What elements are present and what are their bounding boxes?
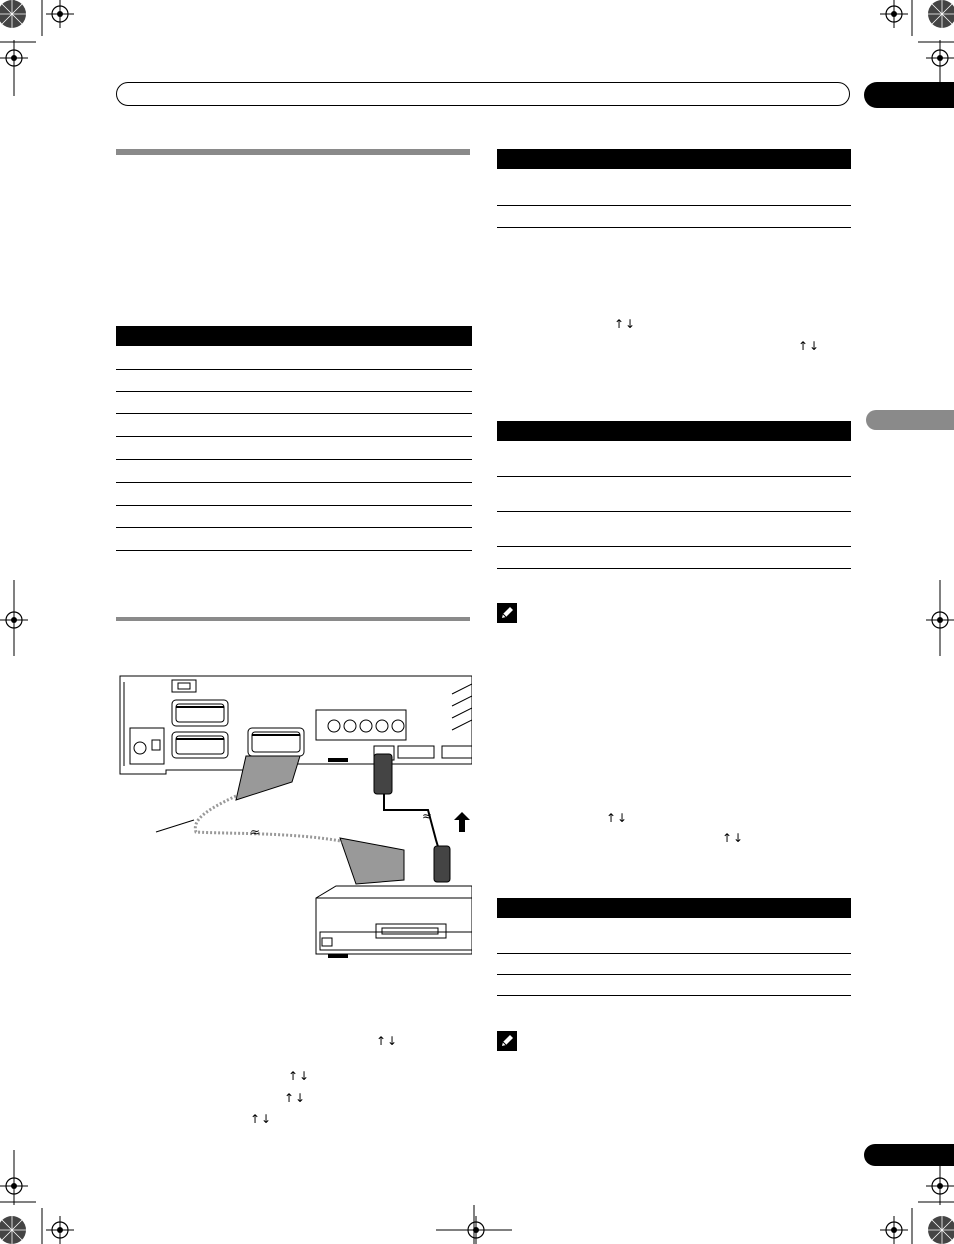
header-pill (116, 82, 850, 106)
right-table3-row-divider (497, 974, 851, 975)
right-table2-row-divider (497, 476, 851, 477)
up-down-arrow-icon: ↑↓ (284, 1091, 307, 1105)
left-table-row-divider (116, 550, 472, 551)
svg-text:≈: ≈ (250, 825, 261, 839)
right-table2-row-divider (497, 546, 851, 547)
right-table3-row-divider (497, 995, 851, 996)
left-table-row-divider (116, 413, 472, 414)
left-table-header (116, 326, 472, 346)
side-section-tab (866, 410, 954, 430)
up-down-arrow-icon: ↑↓ (606, 811, 629, 825)
right-table2-header (497, 421, 851, 441)
left-table-row-divider (116, 369, 472, 370)
up-down-arrow-icon: ↑↓ (798, 339, 821, 353)
right-table2-row-divider (497, 511, 851, 512)
chapter-tab (864, 82, 954, 108)
right-table2-row-divider (497, 568, 851, 569)
pencil-note-icon (497, 603, 517, 623)
left-table-row-divider (116, 391, 472, 392)
up-down-arrow-icon: ↑↓ (614, 317, 637, 331)
right-table3-row-divider (497, 953, 851, 954)
up-down-arrow-icon: ↑↓ (288, 1069, 311, 1083)
left-table-row-divider (116, 527, 472, 528)
left-table-row-divider (116, 482, 472, 483)
section-heading-bar-1 (116, 149, 470, 155)
pencil-note-icon (497, 1031, 517, 1051)
left-table-row-divider (116, 436, 472, 437)
svg-text:≈: ≈ (422, 809, 433, 823)
right-table1-header (497, 149, 851, 169)
left-table-row-divider (116, 505, 472, 506)
up-down-arrow-icon: ↑↓ (250, 1112, 273, 1126)
right-table1-row-divider (497, 227, 851, 228)
left-table-row-divider (116, 459, 472, 460)
section-heading-bar-2 (116, 617, 470, 621)
page-number-tab (864, 1144, 954, 1166)
right-table1-row-divider (497, 205, 851, 206)
up-down-arrow-icon: ↑↓ (376, 1034, 399, 1048)
scart-hdmi-connection-diagram (116, 670, 472, 970)
up-down-arrow-icon: ↑↓ (722, 831, 745, 845)
right-table3-header (497, 898, 851, 918)
